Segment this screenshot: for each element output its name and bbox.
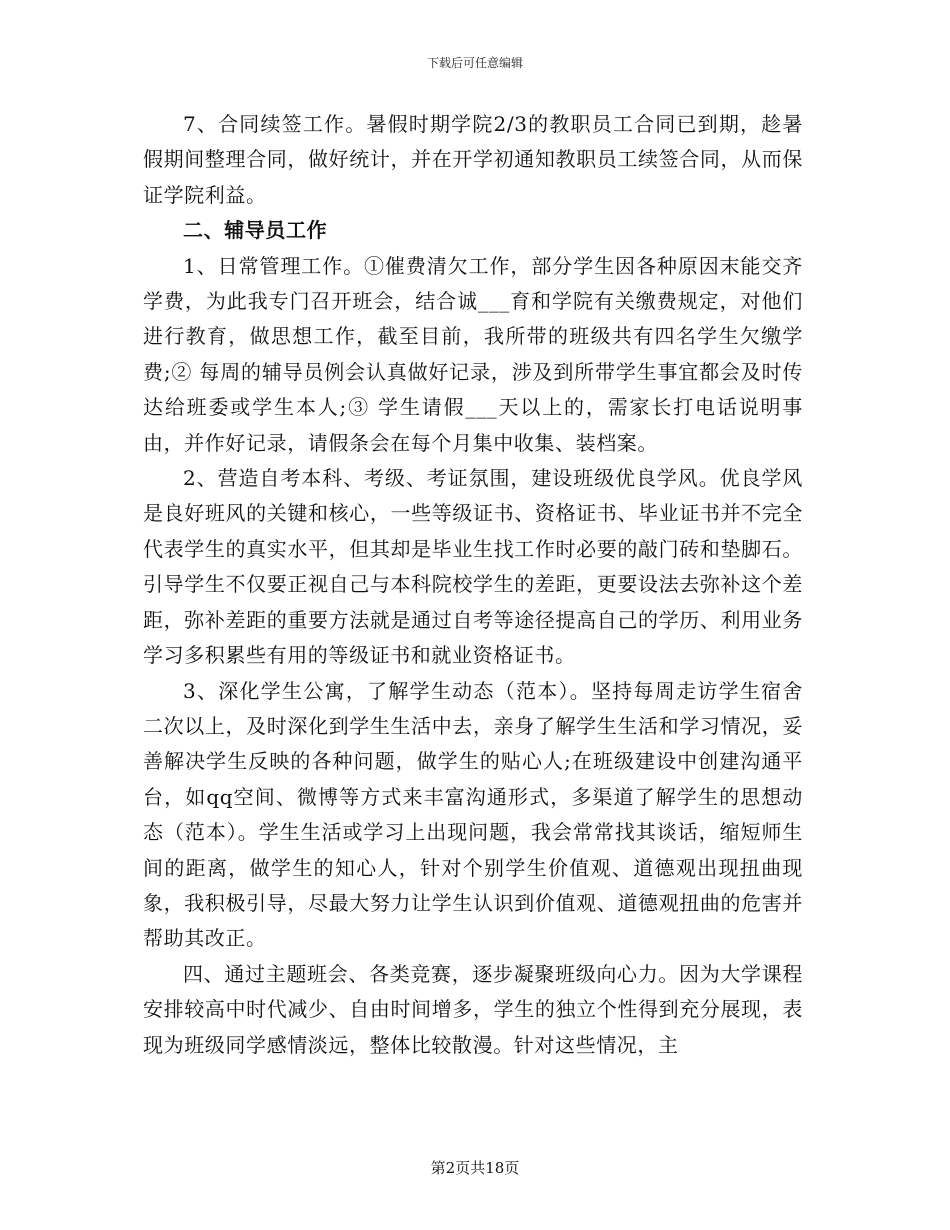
paragraph-contract-renewal: 7、合同续签工作。暑假时期学院2/3的教职员工合同已到期，趁暑假期间整理合同，做好统计，并在开学初通知教职员工续签合同，从而保证学院利益。 <box>143 112 803 207</box>
page-header: 下载后可任意编辑 <box>426 56 523 70</box>
paragraph-student-dormitory: 3、深化学生公寓，了解学生动态（范本）。坚持每周走访学生宿舍二次以上，及时深化到学生生活中去，亲身了解学生生活和学习情况，妥善解决学生反映的各种问题，做学生的贴心人;在班级建设中创建沟通平台，如qq空间、微博等方式来丰富沟通形式，多渠道了解学生的思想动态（范本）。学生生活或学习上出现问题，我会常常找其谈话，缩短师生间的距离，做学生的知心人，针对个别学生价值观、道德观出现扭曲现象，我积极引导，尽最大努力让学生认识到价值观、道德观扭曲的危害并帮助其改正。 <box>143 678 803 951</box>
page-footer: 第2页共18页 <box>430 1159 520 1177</box>
paragraph-class-cohesion: 四、通过主题班会、各类竞赛，逐步凝聚班级向心力。因为大学课程安排较高中时代减少、自由时间增多，学生的独立个性得到充分展现，表现为班级同学感情淡远，整体比较散漫。针对这些情况，主 <box>143 961 803 1057</box>
section-heading-counselor-work: 二、辅导员工作 <box>183 218 328 243</box>
document-body <box>143 107 803 1063</box>
paragraph-daily-management: 1、日常管理工作。①催费清欠工作，部分学生因各种原因末能交齐学费，为此我专门召开班会，结合诚___育和学院有关缴费规定，对他们进行教育，做思想工作，截至目前，我所带的班级共有四名学生欠缴学费;② 每周的辅导员例会认真做好记录，涉及到所带学生事宜都会及时传达给班委或学生本人;③ 学生请假___天以上的，需家长打电话说明事由，并作好记录，请假条会在每个月集中收集、装档案。 <box>143 253 803 455</box>
paragraph-study-atmosphere: 2、营造自考本科、考级、考证氛围，建设班级优良学风。优良学风是良好班风的关键和核心，一些等级证书、资格证书、毕业证书并不完全代表学生的真实水平，但其却是毕业生找工作时必要的敲门砖和垫脚石。引导学生不仅要正视自己与本科院校学生的差距，更要设法去弥补这个差距，弥补差距的重要方法就是通过自考等途径提高自己的学历、利用业务学习多积累些有用的等级证书和就业资格证书。 <box>143 466 803 668</box>
